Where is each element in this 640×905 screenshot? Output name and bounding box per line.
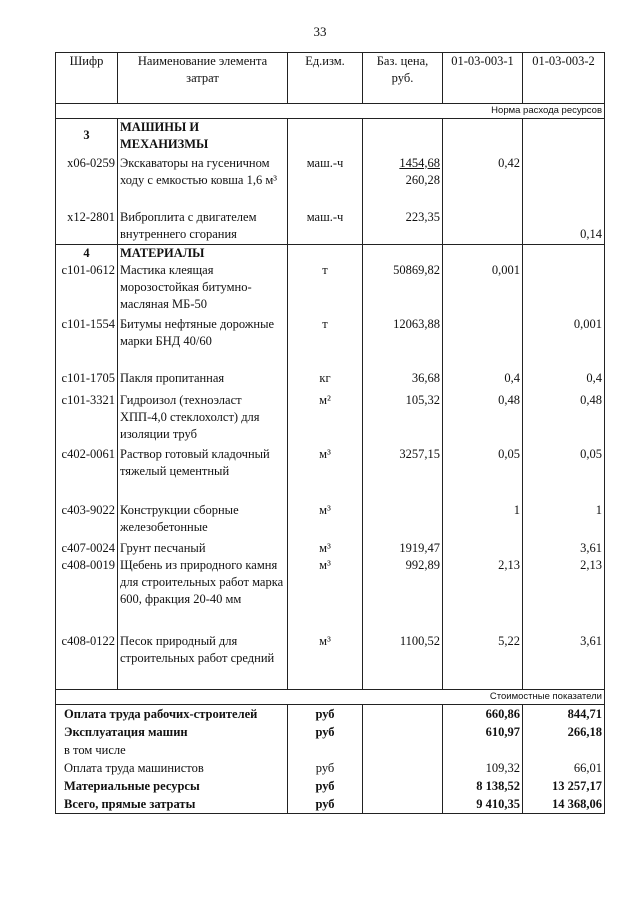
row-value-2: 0,14	[523, 209, 605, 245]
summary-value-2: 13 257,17	[523, 777, 605, 795]
table-row	[56, 209, 605, 245]
summary-value-2: 66,01	[523, 759, 605, 777]
row-unit: м³	[288, 502, 363, 540]
section-header	[56, 119, 605, 155]
band-costs: Стоимостные показатели	[56, 689, 605, 704]
row-name: Битумы нефтяные дорожные марки БНД 40/60	[118, 316, 288, 370]
row-name: Гидроизол (техноэласт ХПП-4,0 стеклохолст) для изоляции труб	[118, 392, 288, 446]
table-row	[56, 392, 605, 446]
row-code: х06-0259	[56, 155, 118, 209]
row-code: х12-2801	[56, 209, 118, 245]
row-code: с101-1705	[56, 370, 118, 392]
row-name: Раствор готовый кладочный тяжелый цементный	[118, 446, 288, 502]
table-row	[56, 502, 605, 540]
row-price: 1100,52	[363, 633, 443, 689]
table-row	[56, 633, 605, 689]
row-name: Пакля пропитанная	[118, 370, 288, 392]
row-value-1	[443, 209, 523, 245]
row-value-2: 1	[523, 502, 605, 540]
summary-label: в том числе	[56, 741, 288, 759]
summary-row	[56, 777, 605, 795]
row-code: с101-3321	[56, 392, 118, 446]
row-value-1: 0,05	[443, 446, 523, 502]
table-row	[56, 155, 605, 209]
summary-unit: руб	[288, 759, 363, 777]
row-name: Мастика клеящая морозостойкая битумно-масляная МБ-50	[118, 262, 288, 316]
row-price: 3257,15	[363, 446, 443, 502]
header-code: Шифр	[56, 53, 118, 104]
row-value-2: 0,48	[523, 392, 605, 446]
row-code: с101-1554	[56, 316, 118, 370]
row-name: Виброплита с двигателем внутреннего сгорания	[118, 209, 288, 245]
section-number: 4	[56, 245, 118, 263]
row-price	[363, 502, 443, 540]
row-name: Щебень из природного камня для строительных работ марка 600, фракция 20-40 мм	[118, 557, 288, 633]
row-code: с403-9022	[56, 502, 118, 540]
summary-row	[56, 704, 605, 723]
summary-value-2: 266,18	[523, 723, 605, 741]
row-unit: кг	[288, 370, 363, 392]
row-value-2: 0,001	[523, 316, 605, 370]
row-price: 12063,88	[363, 316, 443, 370]
header-col-2: 01-03-003-2	[523, 53, 605, 104]
section-title: МАТЕРИАЛЫ	[118, 245, 288, 263]
summary-unit: руб	[288, 777, 363, 795]
row-unit: м³	[288, 446, 363, 502]
row-value-2: 3,61	[523, 633, 605, 689]
row-value-2: 0,4	[523, 370, 605, 392]
row-name: Песок природный для строительных работ средний	[118, 633, 288, 689]
summary-value-2: 844,71	[523, 704, 605, 723]
table-row	[56, 370, 605, 392]
summary-row	[56, 723, 605, 741]
summary-value-2: 14 368,06	[523, 795, 605, 814]
row-value-2: 0,05	[523, 446, 605, 502]
section-title: МАШИНЫ И МЕХАНИЗМЫ	[118, 119, 288, 155]
table-row	[56, 557, 605, 633]
row-value-1: 0,42	[443, 155, 523, 209]
summary-value-1: 610,97	[443, 723, 523, 741]
page-number: 33	[313, 24, 327, 39]
summary-value-1: 109,32	[443, 759, 523, 777]
row-code: с402-0061	[56, 446, 118, 502]
row-value-1	[443, 316, 523, 370]
resource-table	[55, 52, 605, 814]
summary-unit: руб	[288, 704, 363, 723]
summary-value-1: 9 410,35	[443, 795, 523, 814]
section-number: 3	[56, 119, 118, 155]
row-code: с101-0612	[56, 262, 118, 316]
summary-label: Оплата труда рабочих-строителей	[56, 704, 288, 723]
row-name: Конструкции сборные железобетонные	[118, 502, 288, 540]
summary-label: Оплата труда машинистов	[56, 759, 288, 777]
row-value-1: 0,48	[443, 392, 523, 446]
summary-row	[56, 759, 605, 777]
row-unit: маш.-ч	[288, 209, 363, 245]
summary-unit: руб	[288, 795, 363, 814]
table-row	[56, 540, 605, 557]
row-unit: м³	[288, 557, 363, 633]
summary-label: Эксплуатация машин	[56, 723, 288, 741]
summary-row	[56, 741, 605, 759]
row-value-1: 0,4	[443, 370, 523, 392]
row-value-2: 2,13	[523, 557, 605, 633]
summary-unit: руб	[288, 723, 363, 741]
row-unit: м²	[288, 392, 363, 446]
table-header-row	[56, 53, 605, 104]
summary-value-1: 8 138,52	[443, 777, 523, 795]
summary-label: Материальные ресурсы	[56, 777, 288, 795]
band-resources: Норма расхода ресурсов	[56, 104, 605, 119]
row-price: 1454,68 260,28	[363, 155, 443, 209]
header-name: Наименование элемента затрат	[118, 53, 288, 104]
row-unit: т	[288, 262, 363, 316]
row-value-1: 5,22	[443, 633, 523, 689]
row-price: 36,68	[363, 370, 443, 392]
row-unit: т	[288, 316, 363, 370]
row-value-1: 1	[443, 502, 523, 540]
section-header	[56, 245, 605, 263]
row-value-1: 2,13	[443, 557, 523, 633]
row-value-2: 3,61	[523, 540, 605, 557]
row-price: 223,35	[363, 209, 443, 245]
row-unit: м³	[288, 540, 363, 557]
row-code: с408-0019	[56, 557, 118, 633]
summary-value-1: 660,86	[443, 704, 523, 723]
table-row	[56, 446, 605, 502]
row-value-2	[523, 262, 605, 316]
header-col-1: 01-03-003-1	[443, 53, 523, 104]
row-unit: м³	[288, 633, 363, 689]
row-price: 992,89	[363, 557, 443, 633]
row-value-1: 0,001	[443, 262, 523, 316]
row-code: с407-0024	[56, 540, 118, 557]
row-code: с408-0122	[56, 633, 118, 689]
row-price: 105,32	[363, 392, 443, 446]
row-price: 50869,82	[363, 262, 443, 316]
row-name: Экскаваторы на гусеничном ходу с емкостью ковша 1,6 м³	[118, 155, 288, 209]
header-unit: Ед.изм.	[288, 53, 363, 104]
summary-label: Всего, прямые затраты	[56, 795, 288, 814]
table-row	[56, 316, 605, 370]
row-unit: маш.-ч	[288, 155, 363, 209]
row-price: 1919,47	[363, 540, 443, 557]
header-price: Баз. цена, руб.	[363, 53, 443, 104]
row-name: Грунт песчаный	[118, 540, 288, 557]
row-value-1	[443, 540, 523, 557]
table-row	[56, 262, 605, 316]
row-value-2	[523, 155, 605, 209]
summary-row	[56, 795, 605, 814]
